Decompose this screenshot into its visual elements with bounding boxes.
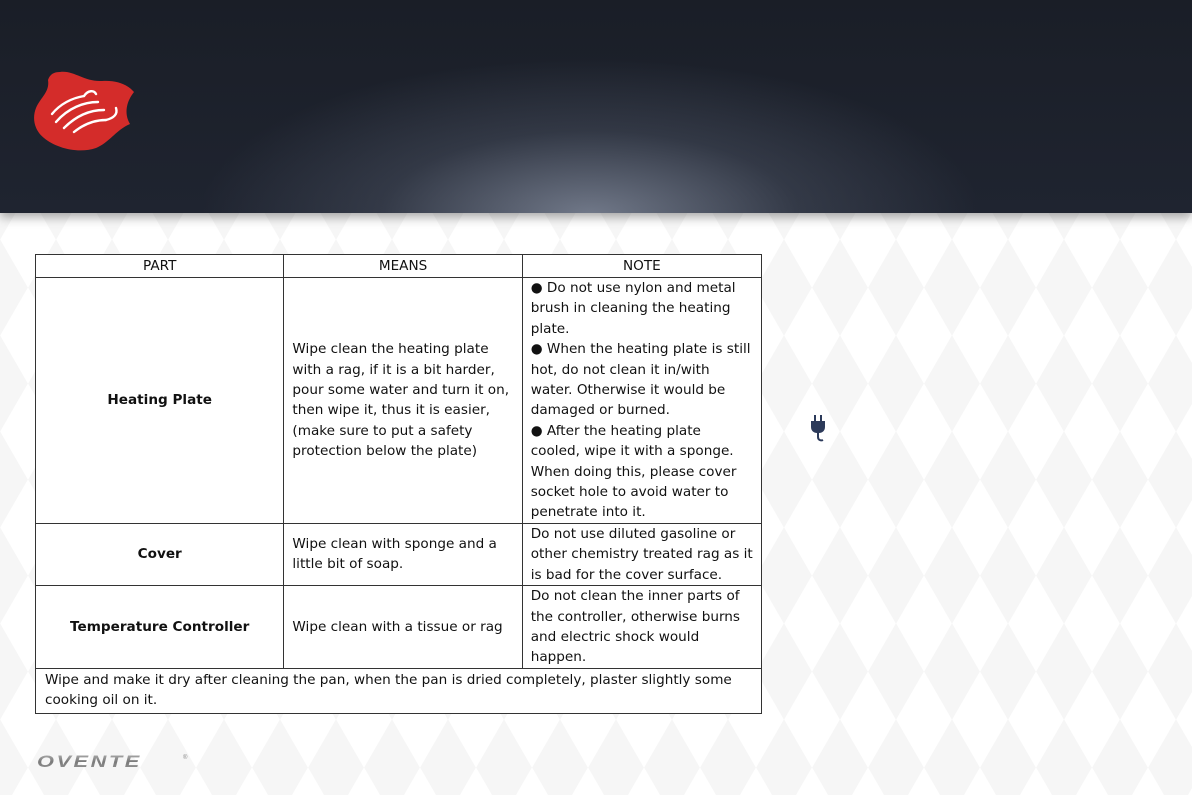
cleaning-table-wrapper bbox=[35, 254, 762, 714]
column-header-note: NOTE bbox=[522, 255, 761, 278]
header-banner bbox=[0, 0, 1192, 213]
note-item: ● Do not use nylon and metal brush in cleaning the heating plate. bbox=[530, 280, 736, 337]
note-item: Do not use diluted gasoline or other chemistry treated rag as it is bad for the cover surface. bbox=[530, 525, 753, 583]
means-cell: Wipe clean with a tissue or rag bbox=[284, 586, 522, 669]
column-header-means: MEANS bbox=[284, 255, 522, 278]
table-header-row bbox=[36, 255, 762, 278]
footer-note: Wipe and make it dry after cleaning the pan, when the pan is dried completely, plaster slightly some cooking oil on it. bbox=[36, 668, 762, 713]
hand-wiping-plate-icon bbox=[30, 68, 138, 152]
means-cell: Wipe clean the heating plate with a rag, if it is a bit harder, pour some water and turn it on, then wipe it, thus it is easier, (make sure to put a safety protection below the plate) bbox=[284, 278, 522, 524]
table-row bbox=[36, 278, 762, 524]
column-header-part: PART bbox=[36, 255, 284, 278]
brand-registered-mark: ® bbox=[183, 755, 188, 761]
note-cell bbox=[522, 523, 761, 585]
part-cell: Temperature Controller bbox=[36, 586, 284, 669]
cleaning-table bbox=[35, 254, 762, 714]
note-cell bbox=[522, 586, 761, 669]
note-item: ● After the heating plate cooled, wipe it with a sponge. When doing this, please cover socket hole to avoid water to penetrate into it. bbox=[530, 422, 737, 521]
table-footer-row bbox=[36, 668, 762, 713]
means-cell: Wipe clean with sponge and a little bit of soap. bbox=[284, 523, 522, 585]
part-cell: Cover bbox=[36, 523, 284, 585]
power-plug-icon bbox=[810, 414, 826, 442]
part-cell: Heating Plate bbox=[36, 278, 284, 524]
note-cell bbox=[522, 278, 761, 524]
table-row bbox=[36, 586, 762, 669]
note-item: ● When the heating plate is still hot, do not clean it in/with water. Otherwise it would be damaged or burned. bbox=[530, 341, 751, 419]
table-row bbox=[36, 523, 762, 585]
ovente-logo bbox=[37, 752, 189, 770]
brand-name: OVENTE bbox=[37, 752, 142, 770]
note-item: Do not clean the inner parts of the controller, otherwise burns and electric shock would happen. bbox=[530, 588, 740, 666]
